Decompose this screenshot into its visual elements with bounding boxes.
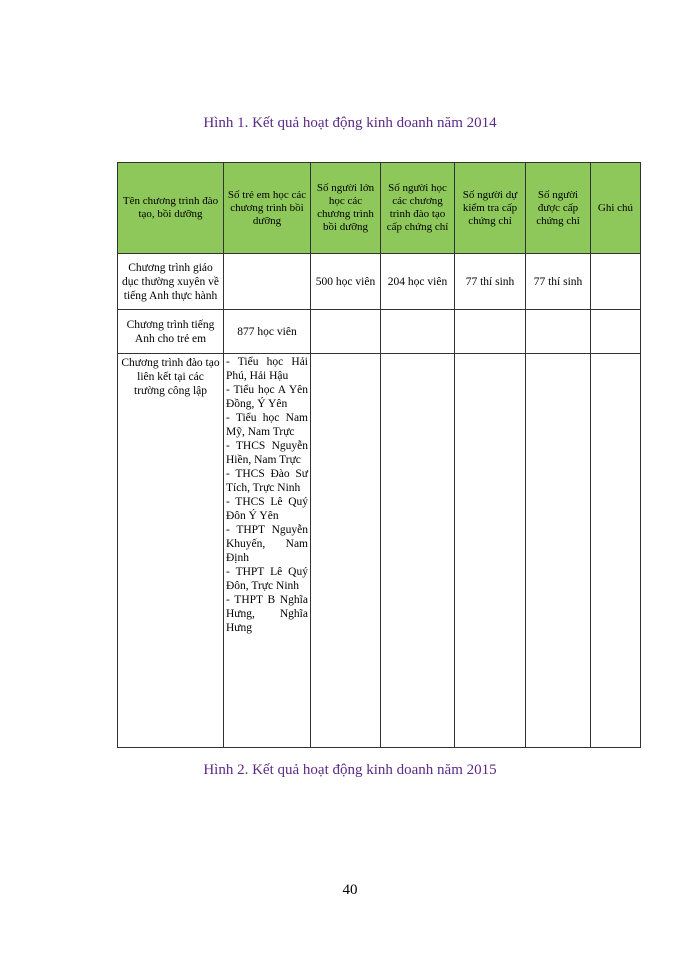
page-number: 40 xyxy=(342,882,358,898)
school-item: - THCS Nguyễn Hiền, Nam Trực xyxy=(226,440,308,466)
cell-exam-takers: 77 thí sinh xyxy=(455,254,526,310)
header-exam-takers: Số người dự kiểm tra cấp chứng chỉ xyxy=(455,163,526,254)
cell-adults xyxy=(311,354,381,748)
header-cert-learners: Số người học các chương trình đào tạo cấp chứng chỉ xyxy=(381,163,455,254)
cell-cert-learners xyxy=(381,354,455,748)
figure-1-caption: Hình 1. Kết quả hoạt động kinh doanh năm 2014 xyxy=(203,115,497,131)
header-certified: Số người được cấp chứng chỉ xyxy=(526,163,591,254)
cell-schools-list xyxy=(224,354,311,748)
table-header-row xyxy=(118,163,641,254)
school-item: - THPT Nguyễn Khuyến, Nam Định xyxy=(226,524,308,564)
school-item: - Tiểu học A Yên Đồng, Ý Yên xyxy=(226,384,308,410)
cell-cert-learners xyxy=(381,310,455,354)
cell-note xyxy=(591,310,641,354)
header-note: Ghi chú xyxy=(591,163,641,254)
cell-note xyxy=(591,254,641,310)
cell-exam-takers xyxy=(455,310,526,354)
table-row xyxy=(118,354,641,748)
header-program: Tên chương trình đào tạo, bồi dưỡng xyxy=(118,163,224,254)
cell-note xyxy=(591,354,641,748)
school-item: - Tiểu học Nam Mỹ, Nam Trực xyxy=(226,412,308,438)
cell-program: Chương trình tiếng Anh cho trẻ em xyxy=(118,310,224,354)
cell-program: Chương trình giáo dục thường xuyên về tiếng Anh thực hành xyxy=(118,254,224,310)
cell-children xyxy=(224,254,311,310)
header-adults: Số người lớn học các chương trình bồi dưỡng xyxy=(311,163,381,254)
header-children: Số trẻ em học các chương trình bồi dưỡng xyxy=(224,163,311,254)
school-item: - THPT B Nghĩa Hưng, Nghĩa Hưng xyxy=(226,594,308,634)
school-item: - THPT Lê Quý Đôn, Trực Ninh xyxy=(226,566,308,592)
table-row xyxy=(118,254,641,310)
cell-adults: 500 học viên xyxy=(311,254,381,310)
school-item: - Tiểu học Hải Phú, Hải Hậu xyxy=(226,356,308,382)
results-table xyxy=(117,162,641,748)
cell-certified xyxy=(526,310,591,354)
cell-cert-learners: 204 học viên xyxy=(381,254,455,310)
cell-adults xyxy=(311,310,381,354)
cell-exam-takers xyxy=(455,354,526,748)
table-row xyxy=(118,310,641,354)
school-item: - THCS Đào Sư Tích, Trực Ninh xyxy=(226,468,308,494)
school-item: - THCS Lê Quý Đôn Ý Yên xyxy=(226,496,308,522)
cell-certified xyxy=(526,354,591,748)
cell-certified: 77 thí sinh xyxy=(526,254,591,310)
cell-program: Chương trình đào tạo liên kết tại các trường công lập xyxy=(118,354,224,748)
cell-children: 877 học viên xyxy=(224,310,311,354)
figure-2-caption: Hình 2. Kết quả hoạt động kinh doanh năm 2015 xyxy=(203,762,497,778)
